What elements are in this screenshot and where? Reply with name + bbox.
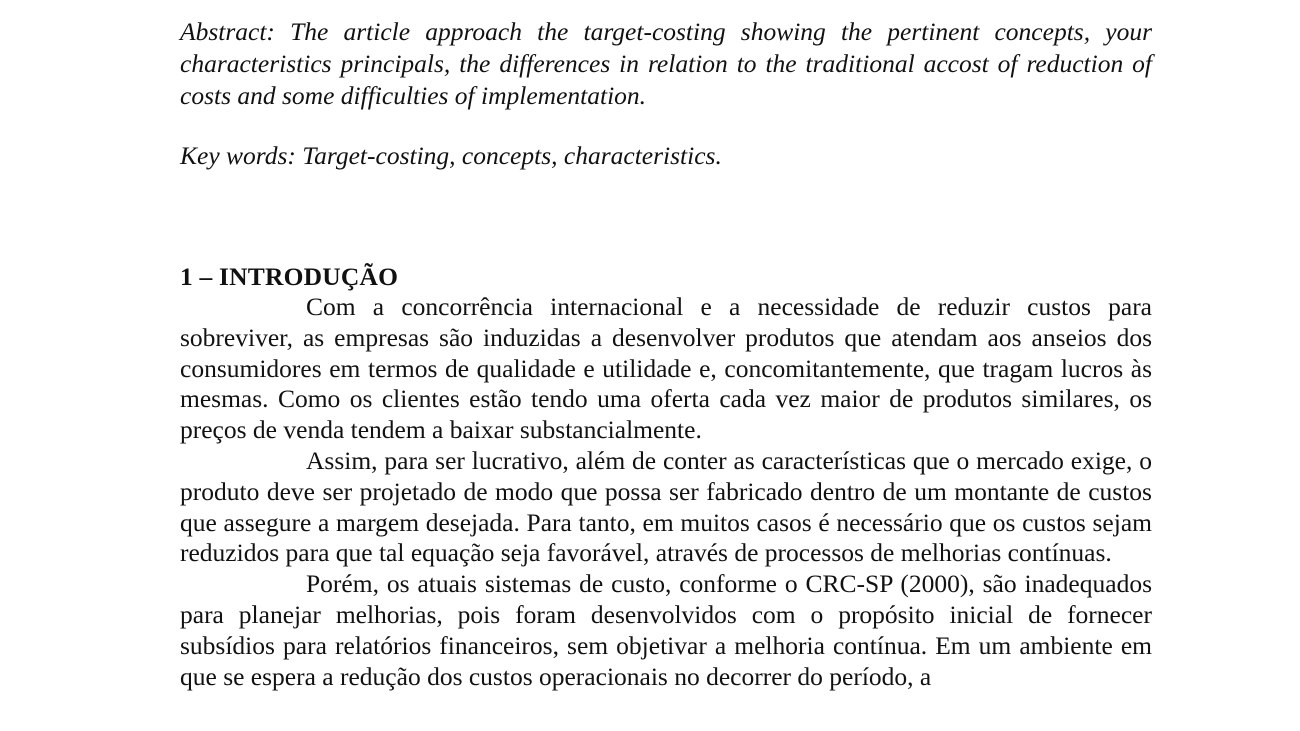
- body-paragraph: Assim, para ser lucrativo, além de conter as características que o mercado exige, o produto deve ser projetado de modo que possa ser fabricado dentro de um montante de custos que assegure a margem desejada. Para tanto, em muitos casos é necessário que os custos sejam reduzidos para que tal equação seja favorável, através de processos de melhorias contínuas.: [180, 445, 1152, 568]
- abstract-text: Abstract: The article approach the target-costing showing the pertinent concepts, your characteristics principals, the differences in relation to the traditional accost of reduction of costs and some difficulties of implementation.: [180, 17, 1152, 110]
- keywords-text: Key words: Target-costing, concepts, characteristics.: [180, 141, 722, 170]
- section-body: [180, 292, 1152, 692]
- body-paragraph: Com a concorrência internacional e a necessidade de reduzir custos para sobreviver, as empresas são induzidas a desenvolver produtos que atendam aos anseios dos consumidores em termos de qualidade e utilidade e, concomitantemente, que tragam lucros às mesmas. Como os clientes estão tendo uma oferta cada vez maior de produtos similares, os preços de venda tendem a baixar substancialmente.: [180, 292, 1152, 445]
- section-heading: 1 – INTRODUÇÃO: [180, 262, 399, 291]
- body-paragraph: Porém, os atuais sistemas de custo, conforme o CRC-SP (2000), são inadequados para planejar melhorias, pois foram desenvolvidos com o propósito inicial de fornecer subsídios para relatórios financeiros, sem objetivar a melhoria contínua. Em um ambiente em que se espera a redução dos custos operacionais no decorrer do período, a: [180, 569, 1152, 691]
